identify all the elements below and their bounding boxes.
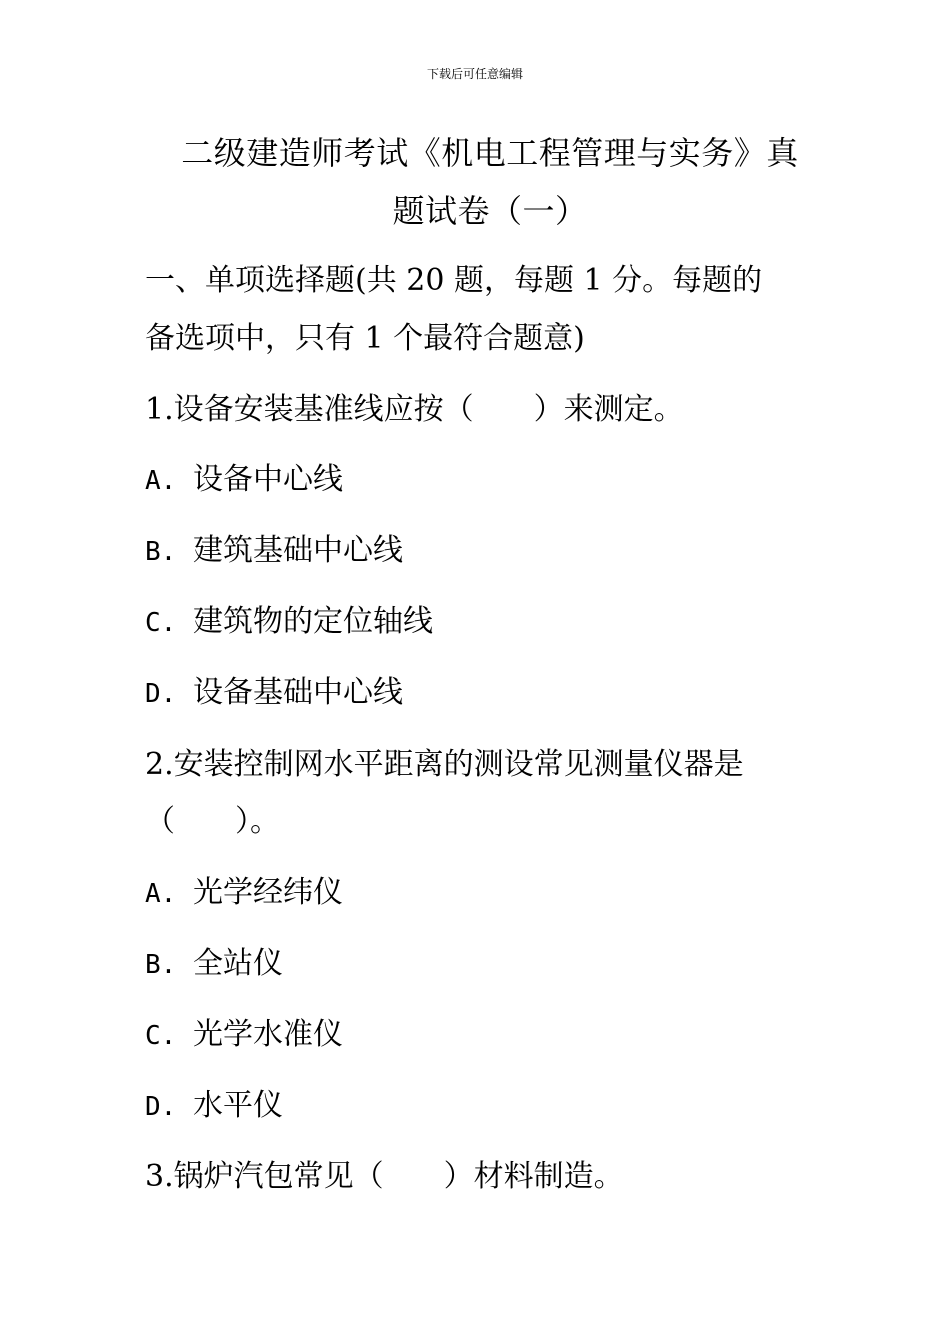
question-1-stem: 1.设备安装基准线应按（ ）来测定。: [145, 392, 684, 427]
question-2-option-c: [145, 1015, 343, 1056]
question-3-stem: 3.锅炉汽包常见（ ）材料制造。: [145, 1159, 624, 1194]
section-heading-line-1: 一、单项选择题(共 20 题，每题 1 分。每题的: [145, 263, 763, 298]
option-letter: C.: [145, 1021, 177, 1051]
question-2-stem-continued: （ ）。: [145, 804, 280, 839]
section-heading: [145, 252, 815, 368]
option-letter: A.: [145, 466, 177, 496]
question-1-option-a: [145, 460, 343, 501]
title-line-1: 二级建造师考试《机电工程管理与实务》真: [181, 134, 799, 172]
option-letter: D.: [145, 1092, 177, 1122]
option-text: 水平仪: [193, 1088, 283, 1123]
option-text: 建筑基础中心线: [193, 533, 403, 568]
question-1-option-d: [145, 673, 403, 714]
question-2-stem: 2.安装控制网水平距离的测设常见测量仪器是: [145, 747, 744, 782]
page-title: [150, 124, 830, 240]
title-line-2: 题试卷（一）: [392, 192, 588, 230]
option-text: 设备中心线: [193, 462, 343, 497]
question-2-option-d: [145, 1086, 283, 1127]
option-letter: C.: [145, 608, 177, 638]
section-heading-line-2: 备选项中，只有 1 个最符合题意): [145, 321, 585, 356]
question-2-option-a: [145, 873, 343, 914]
header-note: 下载后可任意编辑: [426, 67, 523, 81]
option-text: 建筑物的定位轴线: [193, 604, 433, 639]
option-letter: D.: [145, 679, 177, 709]
option-text: 光学经纬仪: [193, 875, 343, 910]
question-1-option-c: [145, 602, 433, 643]
option-text: 光学水准仪: [193, 1017, 343, 1052]
option-letter: B.: [145, 950, 177, 980]
question-1-option-b: [145, 531, 403, 572]
option-text: 全站仪: [193, 946, 283, 981]
option-letter: B.: [145, 537, 177, 567]
option-text: 设备基础中心线: [193, 675, 403, 710]
question-2-option-b: [145, 944, 283, 985]
option-letter: A.: [145, 879, 177, 909]
